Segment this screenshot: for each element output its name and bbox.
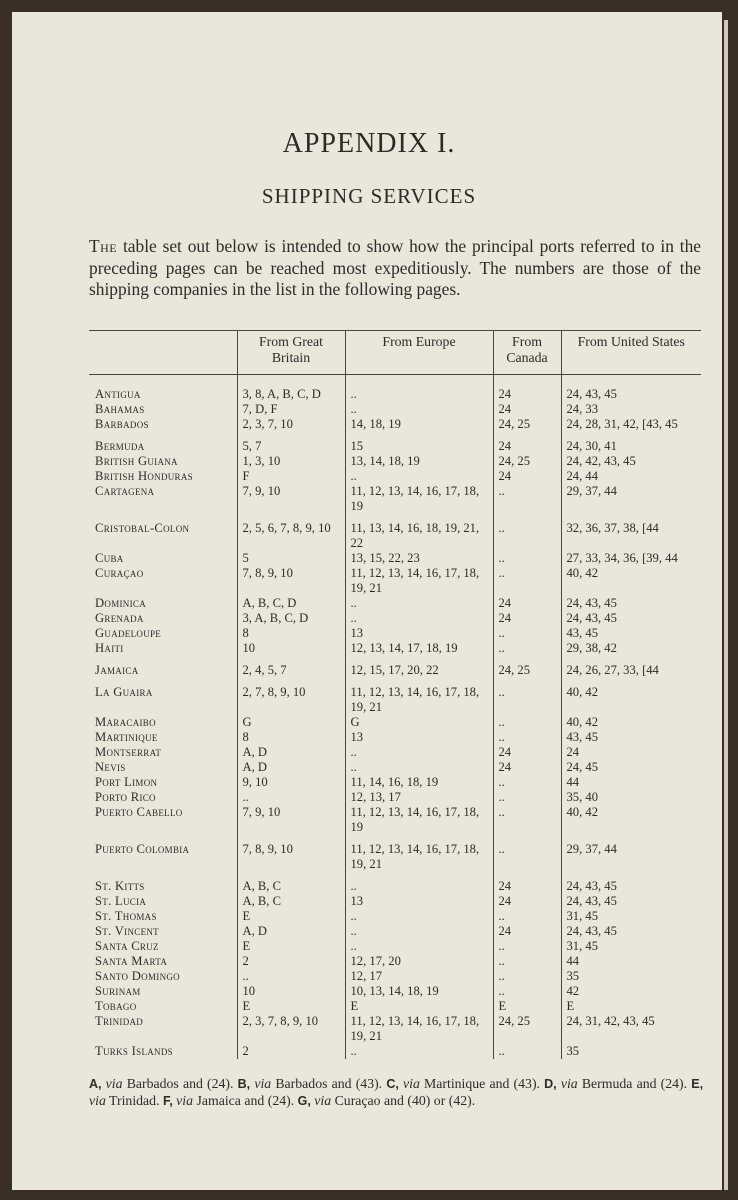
- from-great-britain-cell: G: [237, 715, 345, 730]
- port-cell: Puerto Cabello: [95, 805, 183, 819]
- from-europe-cell: 14, 18, 19: [345, 417, 493, 432]
- from-europe-cell: 11, 12, 13, 14, 16, 17, 18, 19, 21: [345, 1014, 493, 1044]
- from-united-states-cell: 24, 44: [561, 469, 701, 484]
- from-europe-cell: 12, 17, 20: [345, 954, 493, 969]
- footnote-key: F,: [162, 1093, 173, 1108]
- from-europe-cell: ..: [345, 745, 493, 760]
- appendix-heading: APPENDIX I.: [282, 128, 456, 159]
- from-canada-cell: ..: [493, 969, 561, 984]
- from-great-britain-cell: F: [237, 469, 345, 484]
- from-canada-cell: ..: [493, 775, 561, 790]
- from-canada-cell: 24: [493, 402, 561, 417]
- from-europe-cell: ..: [345, 611, 493, 626]
- from-united-states-cell: 24, 42, 43, 45: [561, 454, 701, 469]
- from-great-britain-cell: 2, 7, 8, 9, 10: [237, 678, 345, 715]
- table-row: [89, 954, 701, 969]
- from-canada-cell: 24: [493, 924, 561, 939]
- from-canada-cell: 24, 25: [493, 1014, 561, 1044]
- from-canada-cell: 24: [493, 611, 561, 626]
- table-row: [89, 745, 701, 760]
- footnote: [163, 1093, 294, 1108]
- footnote-key: C,: [386, 1077, 399, 1091]
- from-great-britain-cell: 7, D, F: [237, 402, 345, 417]
- port-cell: St. Vincent: [95, 924, 159, 938]
- table-row: [89, 656, 701, 678]
- footnote-key: G,: [297, 1093, 311, 1108]
- footnote-text: Barbados and (43).: [271, 1076, 383, 1091]
- port-cell: Barbados: [95, 417, 149, 431]
- table-row: [89, 484, 701, 514]
- from-canada-cell: 24: [493, 596, 561, 611]
- from-europe-cell: ..: [345, 1044, 493, 1059]
- from-united-states-cell: 24, 43, 45: [561, 924, 701, 939]
- from-canada-cell: ..: [493, 641, 561, 656]
- footnote-via: via: [402, 1076, 420, 1091]
- from-united-states-cell: 24: [561, 745, 701, 760]
- footnote-text: Curaçao and (40) or (42).: [331, 1092, 476, 1108]
- from-united-states-cell: 42: [561, 984, 701, 999]
- from-great-britain-cell: E: [237, 939, 345, 954]
- table-row: [89, 551, 701, 566]
- port-cell: La Guaira: [95, 685, 153, 699]
- table-row: [89, 596, 701, 611]
- from-united-states-cell: 24, 43, 45: [561, 375, 701, 403]
- table-row: [89, 715, 701, 730]
- port-cell: Grenada: [95, 611, 144, 625]
- footnote-text: Martinique and (43).: [419, 1076, 540, 1091]
- from-great-britain-cell: ..: [237, 790, 345, 805]
- from-great-britain-cell: 5, 7: [237, 432, 345, 454]
- from-united-states-cell: 24, 43, 45: [561, 872, 701, 894]
- port-cell: Santo Domingo: [95, 969, 180, 983]
- footnote-text: Barbados and (24).: [122, 1076, 234, 1091]
- from-europe-cell: ..: [345, 872, 493, 894]
- from-united-states-cell: 24, 26, 27, 33, [44: [561, 656, 701, 678]
- table-row: [89, 454, 701, 469]
- from-great-britain-cell: A, B, C: [237, 894, 345, 909]
- table-row: [89, 775, 701, 790]
- port-cell: St. Thomas: [95, 909, 157, 923]
- from-great-britain-cell: A, D: [237, 760, 345, 775]
- from-great-britain-cell: 3, 8, A, B, C, D: [237, 375, 345, 403]
- from-canada-cell: ..: [493, 790, 561, 805]
- table-row: [89, 760, 701, 775]
- header-from-great-britain: From Great Britain: [237, 331, 345, 375]
- from-great-britain-cell: 2, 4, 5, 7: [237, 656, 345, 678]
- footnote: [238, 1076, 382, 1091]
- from-canada-cell: 24: [493, 375, 561, 403]
- from-great-britain-cell: 3, A, B, C, D: [237, 611, 345, 626]
- table-row: [89, 432, 701, 454]
- table-row: [89, 514, 701, 551]
- port-cell: Porto Rico: [95, 790, 156, 804]
- table-row: [89, 641, 701, 656]
- from-united-states-cell: 29, 37, 44: [561, 835, 701, 872]
- footnote-via: via: [314, 1092, 332, 1108]
- from-united-states-cell: 29, 38, 42: [561, 641, 701, 656]
- from-canada-cell: ..: [493, 514, 561, 551]
- from-canada-cell: 24, 25: [493, 454, 561, 469]
- from-europe-cell: G: [345, 715, 493, 730]
- port-cell: Montserrat: [95, 745, 162, 759]
- port-cell: Port Limon: [95, 775, 158, 789]
- from-united-states-cell: 24, 31, 42, 43, 45: [561, 1014, 701, 1044]
- from-united-states-cell: 40, 42: [561, 566, 701, 596]
- from-canada-cell: ..: [493, 551, 561, 566]
- table-row: [89, 939, 701, 954]
- from-united-states-cell: 24, 43, 45: [561, 611, 701, 626]
- from-united-states-cell: 27, 33, 34, 36, [39, 44: [561, 551, 701, 566]
- port-cell: Santa Cruz: [95, 939, 159, 953]
- port-cell: Martinique: [95, 730, 158, 744]
- footnote-text: Trinidad.: [105, 1092, 160, 1108]
- from-great-britain-cell: 10: [237, 641, 345, 656]
- from-canada-cell: ..: [493, 715, 561, 730]
- footnote: [386, 1076, 540, 1091]
- from-canada-cell: ..: [493, 954, 561, 969]
- table-row: [89, 969, 701, 984]
- from-europe-cell: 12, 15, 17, 20, 22: [345, 656, 493, 678]
- from-united-states-cell: 40, 42: [561, 715, 701, 730]
- port-cell: Antigua: [95, 387, 141, 401]
- port-cell: Cartagena: [95, 484, 155, 498]
- from-europe-cell: 12, 13, 14, 17, 18, 19: [345, 641, 493, 656]
- from-europe-cell: 13: [345, 626, 493, 641]
- port-cell: Haiti: [95, 641, 124, 655]
- from-united-states-cell: 24, 30, 41: [561, 432, 701, 454]
- header-port: [89, 331, 237, 375]
- from-great-britain-cell: 7, 8, 9, 10: [237, 835, 345, 872]
- table-row: [89, 375, 701, 403]
- from-great-britain-cell: 7, 8, 9, 10: [237, 566, 345, 596]
- from-united-states-cell: 35, 40: [561, 790, 701, 805]
- footnote-via: via: [89, 1092, 106, 1108]
- port-cell: Puerto Colombia: [95, 842, 190, 856]
- table-row: [89, 805, 701, 835]
- footnote-via: via: [176, 1092, 194, 1108]
- from-great-britain-cell: E: [237, 999, 345, 1014]
- from-europe-cell: 11, 12, 13, 14, 16, 17, 18, 19, 21: [345, 678, 493, 715]
- table-row: [89, 872, 701, 894]
- from-united-states-cell: 24, 28, 31, 42, [43, 45: [561, 417, 701, 432]
- from-europe-cell: ..: [345, 375, 493, 403]
- port-cell: Jamaica: [95, 663, 139, 677]
- port-cell: Surinam: [95, 984, 141, 998]
- from-great-britain-cell: 2: [237, 954, 345, 969]
- from-united-states-cell: 44: [561, 954, 701, 969]
- from-canada-cell: E: [493, 999, 561, 1014]
- table-row: [89, 417, 701, 432]
- from-great-britain-cell: 10: [237, 984, 345, 999]
- from-great-britain-cell: 7, 9, 10: [237, 805, 345, 835]
- from-great-britain-cell: 9, 10: [237, 775, 345, 790]
- table-row: [89, 1044, 701, 1059]
- from-united-states-cell: E: [561, 999, 701, 1014]
- port-cell: St. Kitts: [95, 879, 145, 893]
- from-canada-cell: 24, 25: [493, 656, 561, 678]
- from-united-states-cell: 35: [561, 1044, 701, 1059]
- from-europe-cell: ..: [345, 402, 493, 417]
- intro-body: table set out below is intended to show how the principal ports referred to in the preceding pages can be reached most expeditiously. The numbers are those of the shipping companies in the list in the following pages.: [89, 236, 701, 299]
- from-united-states-cell: 43, 45: [561, 730, 701, 745]
- footnote-text: Jamaica and (24).: [193, 1092, 295, 1108]
- from-europe-cell: 13: [345, 894, 493, 909]
- table-row: [89, 469, 701, 484]
- port-cell: Santa Marta: [95, 954, 168, 968]
- footnote: [544, 1076, 687, 1091]
- footnote-text: Bermuda and (24).: [577, 1076, 688, 1091]
- from-united-states-cell: 35: [561, 969, 701, 984]
- port-cell: Tobago: [95, 999, 137, 1013]
- port-cell: Guadeloupe: [95, 626, 162, 640]
- footnote-via: via: [560, 1076, 578, 1091]
- from-canada-cell: ..: [493, 984, 561, 999]
- section-subheading: SHIPPING SERVICES: [261, 184, 477, 208]
- from-united-states-cell: 40, 42: [561, 678, 701, 715]
- footnotes: [89, 1076, 703, 1109]
- from-canada-cell: ..: [493, 566, 561, 596]
- from-united-states-cell: 29, 37, 44: [561, 484, 701, 514]
- from-great-britain-cell: A, B, C: [237, 872, 345, 894]
- port-cell: Dominica: [95, 596, 146, 610]
- from-great-britain-cell: A, D: [237, 924, 345, 939]
- from-canada-cell: 24: [493, 894, 561, 909]
- from-europe-cell: E: [345, 999, 493, 1014]
- table-row: [89, 611, 701, 626]
- port-cell: Cuba: [95, 551, 124, 565]
- table-row: [89, 402, 701, 417]
- from-great-britain-cell: 5: [237, 551, 345, 566]
- from-europe-cell: ..: [345, 939, 493, 954]
- from-canada-cell: 24: [493, 745, 561, 760]
- from-great-britain-cell: 7, 9, 10: [237, 484, 345, 514]
- table-row: [89, 984, 701, 999]
- port-cell: Cristobal-Colon: [95, 521, 190, 535]
- table-row: [89, 730, 701, 745]
- port-cell: Maracaibo: [95, 715, 156, 729]
- from-canada-cell: 24: [493, 432, 561, 454]
- footnote-key: D,: [544, 1077, 557, 1091]
- table-row: [89, 894, 701, 909]
- footnote-via: via: [254, 1076, 272, 1091]
- from-great-britain-cell: 2: [237, 1044, 345, 1059]
- from-united-states-cell: 31, 45: [561, 939, 701, 954]
- footnote: [89, 1076, 233, 1091]
- from-canada-cell: ..: [493, 678, 561, 715]
- from-united-states-cell: 24, 45: [561, 760, 701, 775]
- footnote: [298, 1093, 476, 1108]
- from-europe-cell: ..: [345, 760, 493, 775]
- from-europe-cell: 11, 14, 16, 18, 19: [345, 775, 493, 790]
- from-great-britain-cell: A, D: [237, 745, 345, 760]
- from-united-states-cell: 40, 42: [561, 805, 701, 835]
- from-united-states-cell: 43, 45: [561, 626, 701, 641]
- footnote-key: A,: [89, 1077, 102, 1091]
- table-header-row: [89, 331, 701, 375]
- port-cell: British Guiana: [95, 454, 178, 468]
- from-europe-cell: ..: [345, 596, 493, 611]
- from-europe-cell: 12, 17: [345, 969, 493, 984]
- from-great-britain-cell: ..: [237, 969, 345, 984]
- from-europe-cell: 11, 13, 14, 16, 18, 19, 21, 22: [345, 514, 493, 551]
- table-row: [89, 999, 701, 1014]
- from-canada-cell: ..: [493, 909, 561, 924]
- from-canada-cell: 24: [493, 469, 561, 484]
- footnote-key: E,: [691, 1077, 704, 1091]
- from-europe-cell: 11, 12, 13, 14, 16, 17, 18, 19, 21: [345, 566, 493, 596]
- from-canada-cell: ..: [493, 805, 561, 835]
- header-from-canada: From Canada: [493, 331, 561, 375]
- port-cell: Nevis: [95, 760, 126, 774]
- from-united-states-cell: 32, 36, 37, 38, [44: [561, 514, 701, 551]
- from-europe-cell: ..: [345, 469, 493, 484]
- port-cell: Bahamas: [95, 402, 145, 416]
- from-canada-cell: ..: [493, 939, 561, 954]
- from-canada-cell: ..: [493, 626, 561, 641]
- port-cell: St. Lucia: [95, 894, 147, 908]
- from-canada-cell: ..: [493, 1044, 561, 1059]
- from-united-states-cell: 31, 45: [561, 909, 701, 924]
- from-canada-cell: ..: [493, 484, 561, 514]
- footnote-via: via: [105, 1076, 123, 1091]
- from-europe-cell: 13, 15, 22, 23: [345, 551, 493, 566]
- shipping-table: [89, 330, 701, 1059]
- from-europe-cell: 10, 13, 14, 18, 19: [345, 984, 493, 999]
- from-europe-cell: 11, 12, 13, 14, 16, 17, 18, 19: [345, 484, 493, 514]
- from-europe-cell: 11, 12, 13, 14, 16, 17, 18, 19: [345, 805, 493, 835]
- from-great-britain-cell: 8: [237, 626, 345, 641]
- from-europe-cell: ..: [345, 924, 493, 939]
- from-great-britain-cell: E: [237, 909, 345, 924]
- port-cell: Curaçao: [95, 566, 144, 580]
- from-europe-cell: 11, 12, 13, 14, 16, 17, 18, 19, 21: [345, 835, 493, 872]
- from-great-britain-cell: 1, 3, 10: [237, 454, 345, 469]
- from-great-britain-cell: 2, 3, 7, 8, 9, 10: [237, 1014, 345, 1044]
- intro-paragraph: [89, 236, 701, 301]
- from-europe-cell: 13: [345, 730, 493, 745]
- from-great-britain-cell: A, B, C, D: [237, 596, 345, 611]
- from-united-states-cell: 24, 43, 45: [561, 894, 701, 909]
- from-canada-cell: ..: [493, 730, 561, 745]
- from-united-states-cell: 24, 33: [561, 402, 701, 417]
- from-great-britain-cell: 2, 5, 6, 7, 8, 9, 10: [237, 514, 345, 551]
- header-from-europe: From Europe: [345, 331, 493, 375]
- from-europe-cell: 12, 13, 17: [345, 790, 493, 805]
- table-row: [89, 909, 701, 924]
- footnote-key: B,: [237, 1077, 251, 1091]
- from-canada-cell: 24, 25: [493, 417, 561, 432]
- table-row: [89, 835, 701, 872]
- table-row: [89, 678, 701, 715]
- table-row: [89, 790, 701, 805]
- from-great-britain-cell: 8: [237, 730, 345, 745]
- from-united-states-cell: 24, 43, 45: [561, 596, 701, 611]
- from-canada-cell: 24: [493, 872, 561, 894]
- port-cell: Trinidad: [95, 1014, 144, 1028]
- port-cell: British Honduras: [95, 469, 193, 483]
- table-row: [89, 924, 701, 939]
- from-great-britain-cell: 2, 3, 7, 10: [237, 417, 345, 432]
- from-united-states-cell: 44: [561, 775, 701, 790]
- from-canada-cell: ..: [493, 835, 561, 872]
- header-from-united-states: From United States: [561, 331, 701, 375]
- from-europe-cell: 15: [345, 432, 493, 454]
- table-row: [89, 566, 701, 596]
- port-cell: Turks Islands: [95, 1044, 173, 1058]
- from-europe-cell: ..: [345, 909, 493, 924]
- table-row: [89, 1014, 701, 1044]
- from-europe-cell: 13, 14, 18, 19: [345, 454, 493, 469]
- port-cell: Bermuda: [95, 439, 145, 453]
- table-row: [89, 626, 701, 641]
- from-canada-cell: 24: [493, 760, 561, 775]
- intro-lead: The: [89, 236, 118, 256]
